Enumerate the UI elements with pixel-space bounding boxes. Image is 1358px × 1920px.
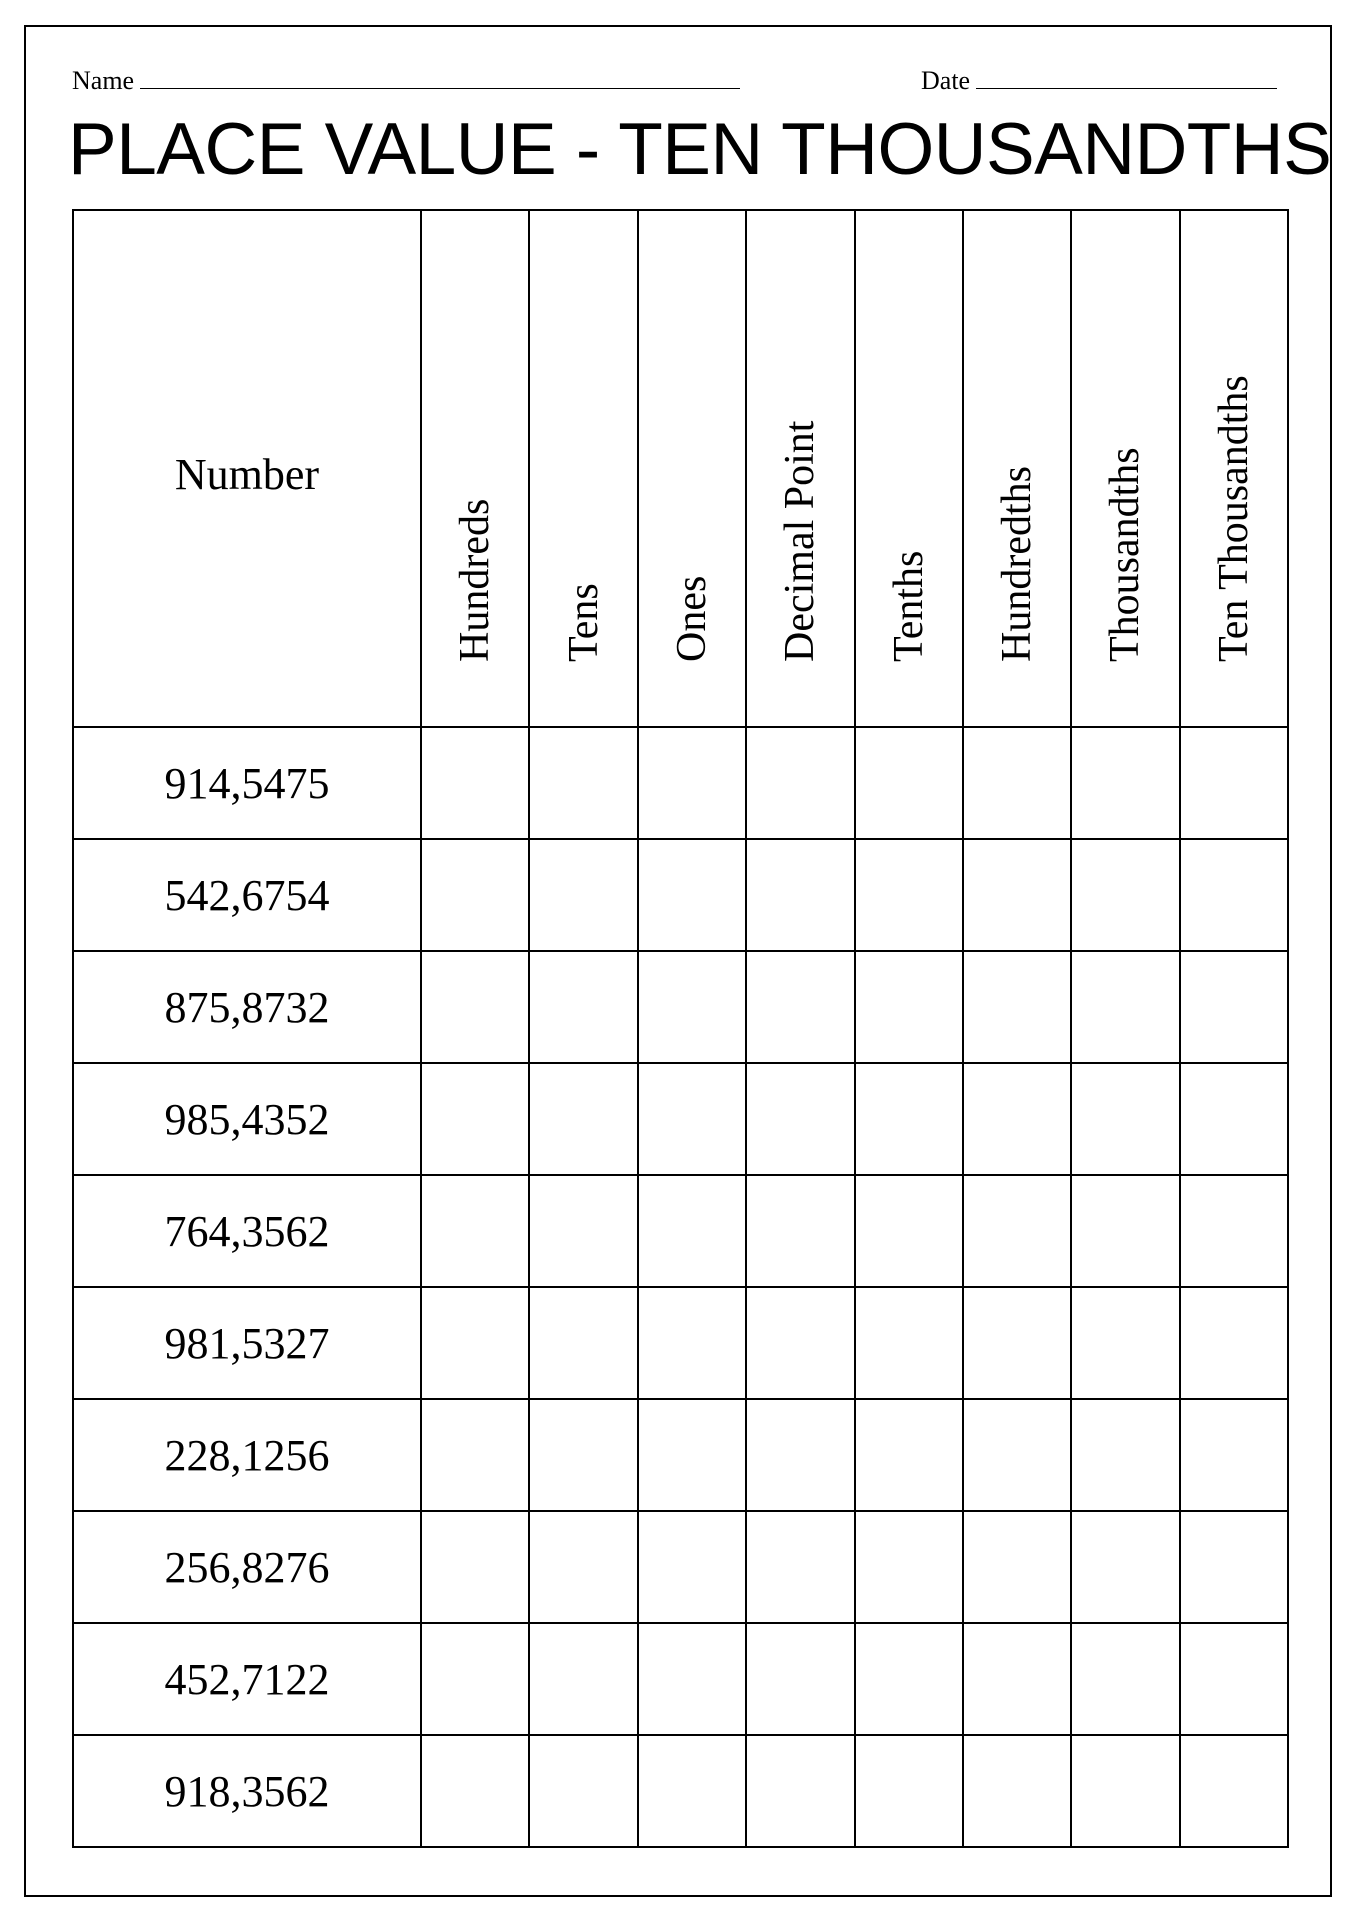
number-cell: 542,6754 — [73, 839, 421, 951]
column-header-decimal-point — [746, 210, 854, 727]
answer-cell-hundredths[interactable] — [963, 1623, 1071, 1735]
table-row — [73, 1175, 1288, 1287]
answer-cell-thousandths[interactable] — [1071, 1735, 1179, 1847]
answer-cell-hundreds[interactable] — [421, 1511, 529, 1623]
answer-cell-ten-thousandths[interactable] — [1180, 1735, 1288, 1847]
table-row — [73, 1623, 1288, 1735]
column-header-tens — [529, 210, 637, 727]
answer-cell-tenths[interactable] — [855, 727, 963, 839]
answer-cell-ones[interactable] — [638, 1063, 746, 1175]
answer-cell-ones[interactable] — [638, 727, 746, 839]
answer-cell-ten-thousandths[interactable] — [1180, 1063, 1288, 1175]
answer-cell-decimal-point[interactable] — [746, 727, 854, 839]
number-cell: 452,7122 — [73, 1623, 421, 1735]
answer-cell-ten-thousandths[interactable] — [1180, 1287, 1288, 1399]
column-header-label: Tenths — [885, 550, 932, 662]
answer-cell-tens[interactable] — [529, 951, 637, 1063]
answer-cell-ones[interactable] — [638, 951, 746, 1063]
column-header-number — [73, 210, 421, 727]
answer-cell-ten-thousandths[interactable] — [1180, 839, 1288, 951]
number-cell: 228,1256 — [73, 1399, 421, 1511]
answer-cell-hundredths[interactable] — [963, 727, 1071, 839]
answer-cell-thousandths[interactable] — [1071, 1287, 1179, 1399]
answer-cell-thousandths[interactable] — [1071, 1511, 1179, 1623]
answer-cell-tens[interactable] — [529, 1175, 637, 1287]
answer-cell-thousandths[interactable] — [1071, 1063, 1179, 1175]
answer-cell-tenths[interactable] — [855, 1287, 963, 1399]
column-header-label: Hundredths — [994, 466, 1041, 662]
answer-cell-ones[interactable] — [638, 1287, 746, 1399]
column-header-number-label: Number — [174, 450, 320, 499]
name-field[interactable] — [72, 66, 740, 96]
answer-cell-tens[interactable] — [529, 1063, 637, 1175]
answer-cell-decimal-point[interactable] — [746, 1735, 854, 1847]
column-header-tenths — [855, 210, 963, 727]
answer-cell-hundreds[interactable] — [421, 1735, 529, 1847]
column-header-ones — [638, 210, 746, 727]
answer-cell-tens[interactable] — [529, 1511, 637, 1623]
answer-cell-hundreds[interactable] — [421, 951, 529, 1063]
number-cell: 914,5475 — [73, 727, 421, 839]
number-cell: 256,8276 — [73, 1511, 421, 1623]
answer-cell-decimal-point[interactable] — [746, 1063, 854, 1175]
answer-cell-hundredths[interactable] — [963, 1287, 1071, 1399]
column-header-label: Thousandths — [1102, 447, 1149, 662]
answer-cell-ones[interactable] — [638, 1175, 746, 1287]
column-header-hundreds — [421, 210, 529, 727]
column-header-hundredths — [963, 210, 1071, 727]
answer-cell-tenths[interactable] — [855, 1399, 963, 1511]
answer-cell-ten-thousandths[interactable] — [1180, 1175, 1288, 1287]
table-row — [73, 727, 1288, 839]
name-blank-line[interactable] — [140, 87, 740, 89]
answer-cell-decimal-point[interactable] — [746, 1399, 854, 1511]
answer-cell-tens[interactable] — [529, 1399, 637, 1511]
number-cell: 981,5327 — [73, 1287, 421, 1399]
answer-cell-thousandths[interactable] — [1071, 727, 1179, 839]
table-row — [73, 1063, 1288, 1175]
column-header-label: Ones — [668, 575, 715, 662]
answer-cell-hundreds[interactable] — [421, 1399, 529, 1511]
answer-cell-thousandths[interactable] — [1071, 951, 1179, 1063]
answer-cell-ones[interactable] — [638, 839, 746, 951]
answer-cell-hundredths[interactable] — [963, 1735, 1071, 1847]
table-row — [73, 951, 1288, 1063]
answer-cell-ten-thousandths[interactable] — [1180, 1511, 1288, 1623]
column-header-ten-thousandths — [1180, 210, 1288, 727]
answer-cell-thousandths[interactable] — [1071, 1623, 1179, 1735]
answer-cell-hundreds[interactable] — [421, 1287, 529, 1399]
table-row — [73, 839, 1288, 951]
answer-cell-tenths[interactable] — [855, 1735, 963, 1847]
table-row — [73, 1287, 1288, 1399]
page-title: PLACE VALUE - TEN THOUSANDTHS — [68, 109, 1332, 190]
number-cell: 985,4352 — [73, 1063, 421, 1175]
answer-cell-tens[interactable] — [529, 727, 637, 839]
answer-cell-tenths[interactable] — [855, 951, 963, 1063]
answer-cell-decimal-point[interactable] — [746, 1511, 854, 1623]
answer-cell-hundredths[interactable] — [963, 1399, 1071, 1511]
answer-cell-decimal-point[interactable] — [746, 1175, 854, 1287]
answer-cell-ones[interactable] — [638, 1735, 746, 1847]
answer-cell-hundredths[interactable] — [963, 951, 1071, 1063]
number-cell: 764,3562 — [73, 1175, 421, 1287]
date-blank-line[interactable] — [976, 87, 1277, 89]
column-header-label: Ten Thousandths — [1210, 375, 1257, 662]
answer-cell-hundredths[interactable] — [963, 1063, 1071, 1175]
answer-cell-tens[interactable] — [529, 839, 637, 951]
table-row — [73, 1511, 1288, 1623]
answer-cell-decimal-point[interactable] — [746, 1623, 854, 1735]
answer-cell-thousandths[interactable] — [1071, 1399, 1179, 1511]
answer-cell-ten-thousandths[interactable] — [1180, 1399, 1288, 1511]
answer-cell-tenths[interactable] — [855, 1175, 963, 1287]
column-header-thousandths — [1071, 210, 1179, 727]
answer-cell-thousandths[interactable] — [1071, 839, 1179, 951]
answer-cell-hundredths[interactable] — [963, 1511, 1071, 1623]
answer-cell-tenths[interactable] — [855, 1623, 963, 1735]
answer-cell-tenths[interactable] — [855, 1511, 963, 1623]
column-header-label: Tens — [560, 583, 607, 662]
answer-cell-thousandths[interactable] — [1071, 1175, 1179, 1287]
answer-cell-ten-thousandths[interactable] — [1180, 951, 1288, 1063]
answer-cell-hundreds[interactable] — [421, 839, 529, 951]
answer-cell-hundreds[interactable] — [421, 1623, 529, 1735]
answer-cell-tens[interactable] — [529, 1735, 637, 1847]
answer-cell-decimal-point[interactable] — [746, 1287, 854, 1399]
table-body — [73, 727, 1288, 1847]
answer-cell-hundredths[interactable] — [963, 1175, 1071, 1287]
answer-cell-ones[interactable] — [638, 1399, 746, 1511]
answer-cell-tenths[interactable] — [855, 839, 963, 951]
answer-cell-decimal-point[interactable] — [746, 839, 854, 951]
table-row — [73, 1735, 1288, 1847]
column-header-label: Hundreds — [452, 498, 499, 662]
answer-cell-hundreds[interactable] — [421, 1175, 529, 1287]
answer-cell-tens[interactable] — [529, 1287, 637, 1399]
date-field[interactable] — [921, 66, 1277, 96]
table-row — [73, 1399, 1288, 1511]
column-header-label: Decimal Point — [777, 420, 824, 662]
answer-cell-ones[interactable] — [638, 1623, 746, 1735]
header-row — [73, 210, 1288, 727]
answer-cell-ten-thousandths[interactable] — [1180, 727, 1288, 839]
answer-cell-hundredths[interactable] — [963, 839, 1071, 951]
place-value-table — [72, 209, 1289, 1848]
answer-cell-tenths[interactable] — [855, 1063, 963, 1175]
answer-cell-ten-thousandths[interactable] — [1180, 1623, 1288, 1735]
number-cell: 875,8732 — [73, 951, 421, 1063]
answer-cell-tens[interactable] — [529, 1623, 637, 1735]
answer-cell-hundreds[interactable] — [421, 727, 529, 839]
number-cell: 918,3562 — [73, 1735, 421, 1847]
answer-cell-decimal-point[interactable] — [746, 951, 854, 1063]
answer-cell-ones[interactable] — [638, 1511, 746, 1623]
date-label: Date — [921, 66, 971, 95]
answer-cell-hundreds[interactable] — [421, 1063, 529, 1175]
name-label: Name — [72, 66, 135, 95]
